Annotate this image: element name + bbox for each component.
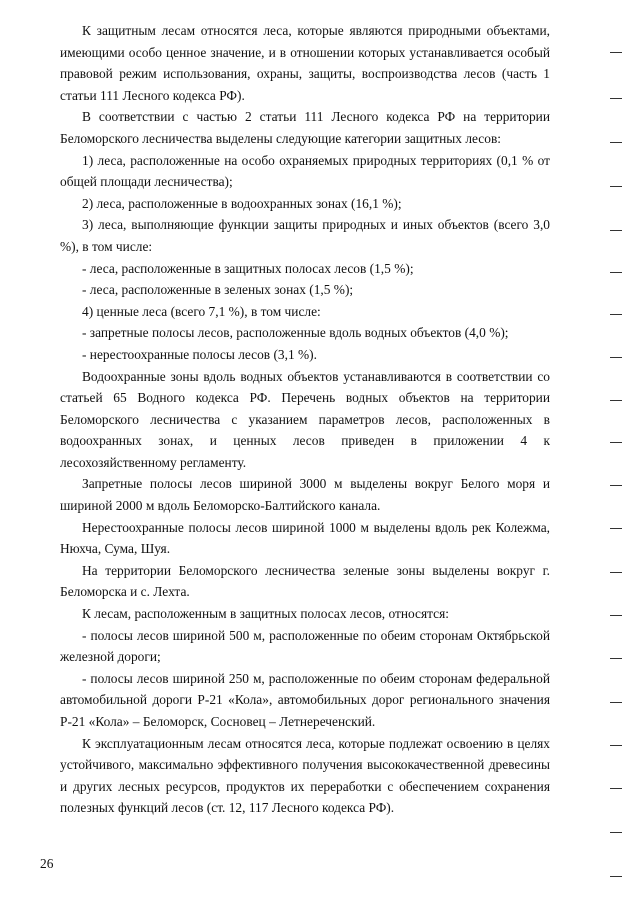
edge-mark bbox=[610, 658, 622, 659]
edge-mark bbox=[610, 230, 622, 231]
edge-mark bbox=[610, 442, 622, 443]
list-item-road-strips: - полосы лесов шириной 250 м, расположенные по обеим сторонам федеральной автомобильной дороги Р-21 «Кола», автомобильных дорог регионального значения Р-21 «Кола» – Беломорск, Сосновец – Летнереченский. bbox=[60, 670, 550, 729]
page-number: 26 bbox=[40, 856, 54, 871]
list-item-protected-areas: 1) леса, расположенные на особо охраняемых природных территориях (0,1 % от общей площади лесничества); bbox=[60, 152, 550, 190]
edge-mark bbox=[610, 400, 622, 401]
edge-mark bbox=[610, 876, 622, 877]
paragraph-green-zones: На территории Беломорского лесничества зеленые зоны выделены вокруг г. Беломорска и с. Лехта. bbox=[60, 562, 550, 600]
sublist-item-prohibited-strips: - запретные полосы лесов, расположенные вдоль водных объектов (4,0 %); bbox=[82, 325, 509, 341]
sublist-item-spawning-strips: - нерестоохранные полосы лесов (3,1 %). bbox=[82, 346, 317, 362]
edge-mark bbox=[610, 98, 622, 99]
list-item-valuable-forests: 4) ценные леса (всего 7,1 %), в том числе: bbox=[82, 303, 321, 319]
edge-mark bbox=[610, 788, 622, 789]
paragraph-spawning-strips: Нерестоохранные полосы лесов шириной 1000 м выделены вдоль рек Колежма, Нюхча, Сума, Шуя. bbox=[60, 519, 550, 557]
sublist-item-protective-strips: - леса, расположенные в защитных полосах лесов (1,5 %); bbox=[82, 260, 414, 276]
document-body bbox=[60, 20, 550, 819]
edge-mark bbox=[610, 186, 622, 187]
edge-mark bbox=[610, 745, 622, 746]
list-item-water-protection-zones: 2) леса, расположенные в водоохранных зонах (16,1 %); bbox=[82, 195, 402, 211]
paragraph-exploitation-forests: К эксплуатационным лесам относятся леса, которые подлежат освоению в целях устойчивого, максимально эффективного получения высококачественной древесины и других лесных ресурсов, продуктов их переработки с обеспечением сохранения полезных функций лесов (ст. 12, 117 Лесного кодекса РФ). bbox=[60, 735, 550, 816]
paragraph-protective-strips-intro: К лесам, расположенным в защитных полосах лесов, относятся: bbox=[82, 606, 449, 622]
edge-mark bbox=[610, 528, 622, 529]
edge-mark bbox=[610, 314, 622, 315]
paragraph-protective-forests-definition: К защитным лесам относятся леса, которые являются природными объектами, имеющими особо ценное значение, и в отношении которых устанавливается особый правовой режим использования, охраны, защиты, воспроизводства лесов (часть 1 статьи 111 Лесного кодекса РФ). bbox=[60, 23, 550, 103]
edge-mark bbox=[610, 702, 622, 703]
paragraph-categories-intro: В соответствии с частью 2 статьи 111 Лесного кодекса РФ на территории Беломорского лесничества выделены следующие категории защитных лесов: bbox=[60, 109, 550, 146]
sublist-item-green-zones: - леса, расположенные в зеленых зонах (1,5 %); bbox=[82, 282, 354, 298]
edge-mark bbox=[610, 615, 622, 616]
paragraph-prohibited-strips: Запретные полосы лесов шириной 3000 м выделены вокруг Белого моря и шириной 2000 м вдоль Беломорско-Балтийского канала. bbox=[60, 476, 550, 514]
paragraph-water-protection-zones: Водоохранные зоны вдоль водных объектов устанавливаются в соответствии со статьей 65 Водного кодекса РФ. Перечень водных объектов на территории Беломорского лесничества с указанием параметров лесов, расположенных в водоохранных зонах, и ценных лесов приведен в приложении 4 к лесохозяйственному регламенту. bbox=[60, 368, 550, 470]
edge-mark bbox=[610, 485, 622, 486]
scan-edge-marks bbox=[610, 0, 630, 905]
edge-mark bbox=[610, 52, 622, 53]
edge-mark bbox=[610, 832, 622, 833]
edge-mark bbox=[610, 572, 622, 573]
list-item-protection-functions: 3) леса, выполняющие функции защиты природных и иных объектов (всего 3,0 %), в том числе: bbox=[60, 217, 550, 254]
edge-mark bbox=[610, 357, 622, 358]
edge-mark bbox=[610, 272, 622, 273]
list-item-railway-strips: - полосы лесов шириной 500 м, расположенные по обеим сторонам Октябрьской железной дороги; bbox=[60, 627, 550, 665]
edge-mark bbox=[610, 142, 622, 143]
